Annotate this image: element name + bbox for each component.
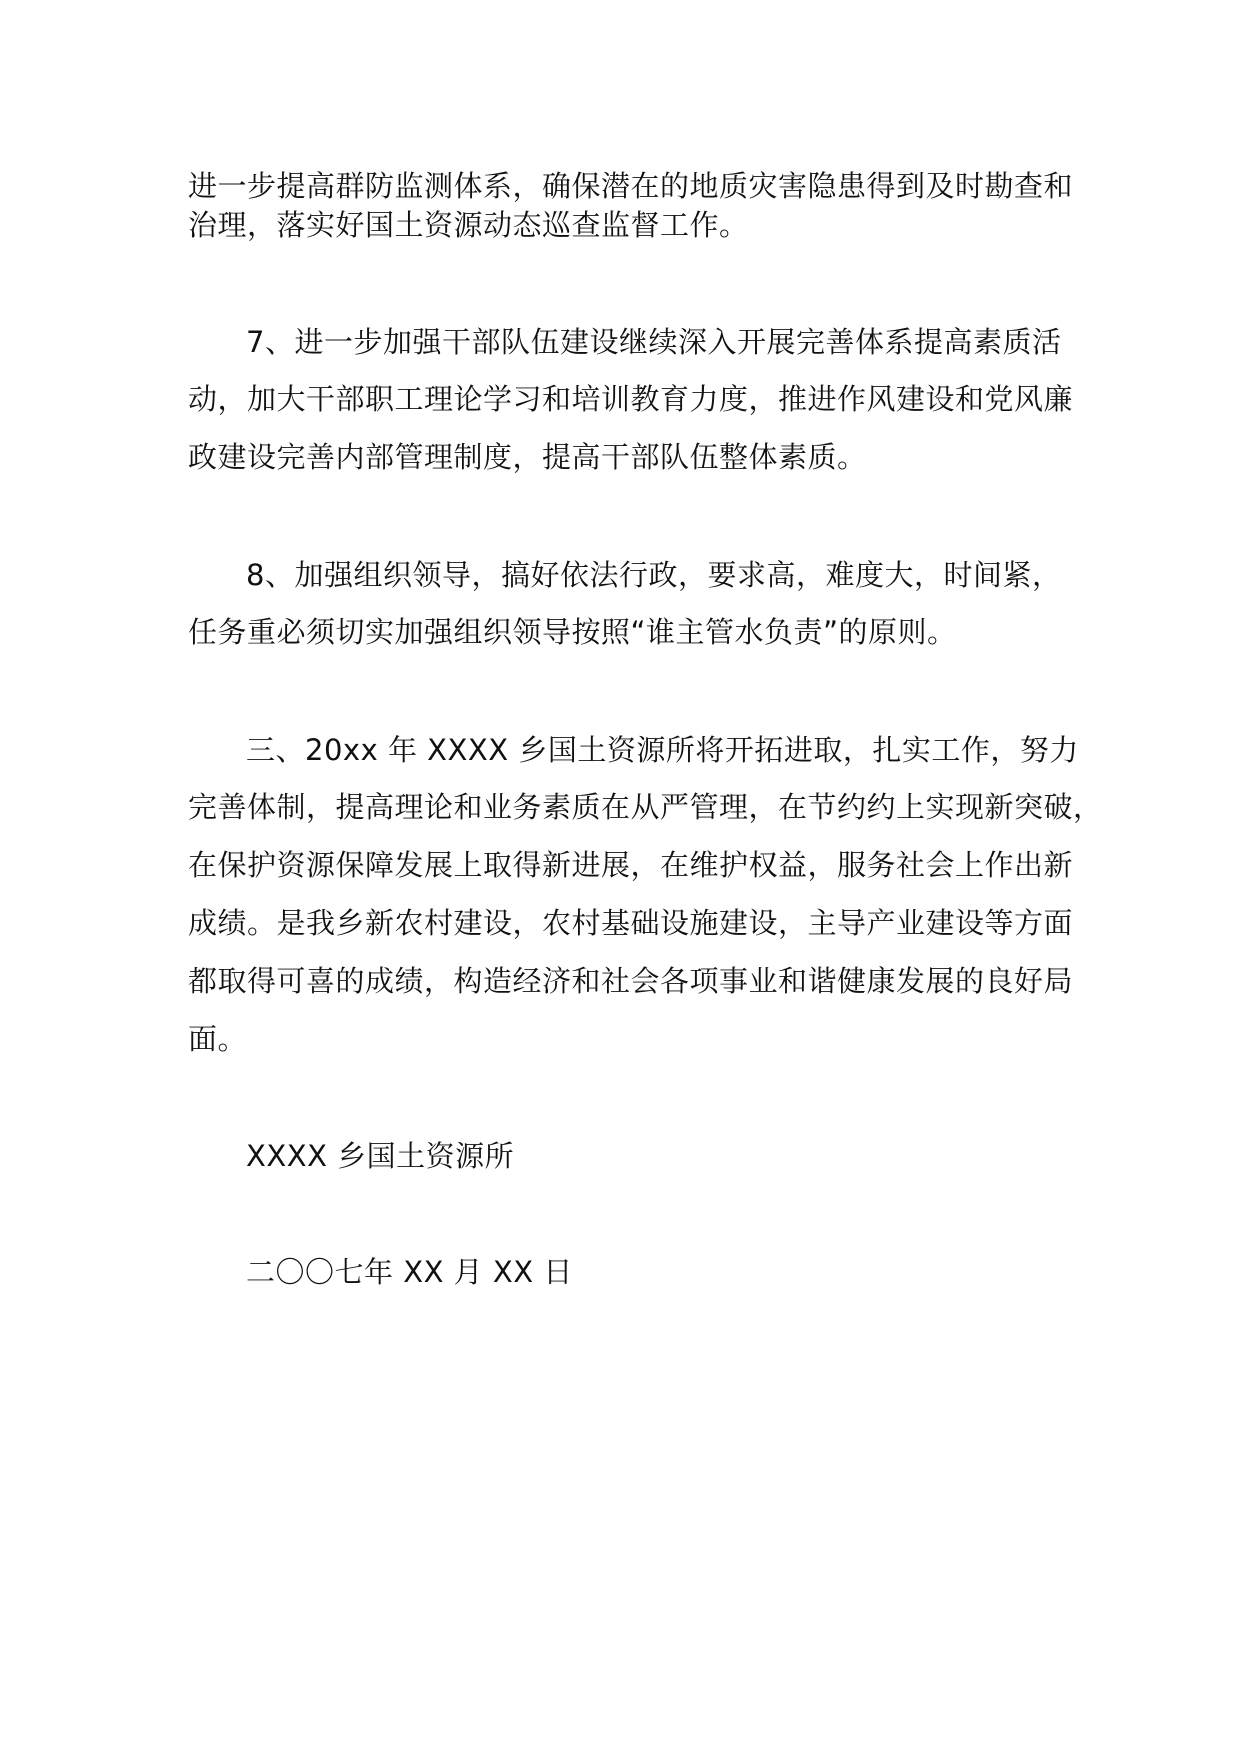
paragraph-line: 8、加强组织领导，搞好依法行政，要求高，难度大，时间紧， xyxy=(246,558,1062,592)
signature-date: 二〇〇七年 XX 月 XX 日 xyxy=(246,1255,573,1289)
signature-org: XXXX 乡国土资源所 xyxy=(246,1139,515,1173)
paragraph-line: 进一步提高群防监测体系，确保潜在的地质灾害隐患得到及时勘查和 xyxy=(188,169,1074,203)
paragraph-line: 7、进一步加强干部队伍建设继续深入开展完善体系提高素质活 xyxy=(246,325,1062,359)
paragraph-line: 动，加大干部职工理论学习和培训教育力度，推进作风建设和党风廉 xyxy=(188,382,1074,416)
paragraph-line: 面。 xyxy=(188,1022,248,1056)
paragraph-line: 三、20xx 年 XXXX 乡国土资源所将开拓进取，扎实工作，努力 xyxy=(246,733,1079,767)
paragraph-line: 完善体制，提高理论和业务素质在从严管理，在节约约上实现新突破， xyxy=(188,790,1103,824)
paragraph-line: 在保护资源保障发展上取得新进展，在维护权益，服务社会上作出新 xyxy=(188,848,1074,882)
paragraph-line: 政建设完善内部管理制度，提高干部队伍整体素质。 xyxy=(188,440,867,474)
paragraph-line: 任务重必须切实加强组织领导按照“谁主管水负责”的原则。 xyxy=(188,615,957,649)
paragraph-line: 都取得可喜的成绩，构造经济和社会各项事业和谐健康发展的良好局 xyxy=(188,964,1074,998)
paragraph-line: 成绩。是我乡新农村建设，农村基础设施建设，主导产业建设等方面 xyxy=(188,906,1074,940)
paragraph-line: 治理，落实好国土资源动态巡查监督工作。 xyxy=(188,208,749,242)
